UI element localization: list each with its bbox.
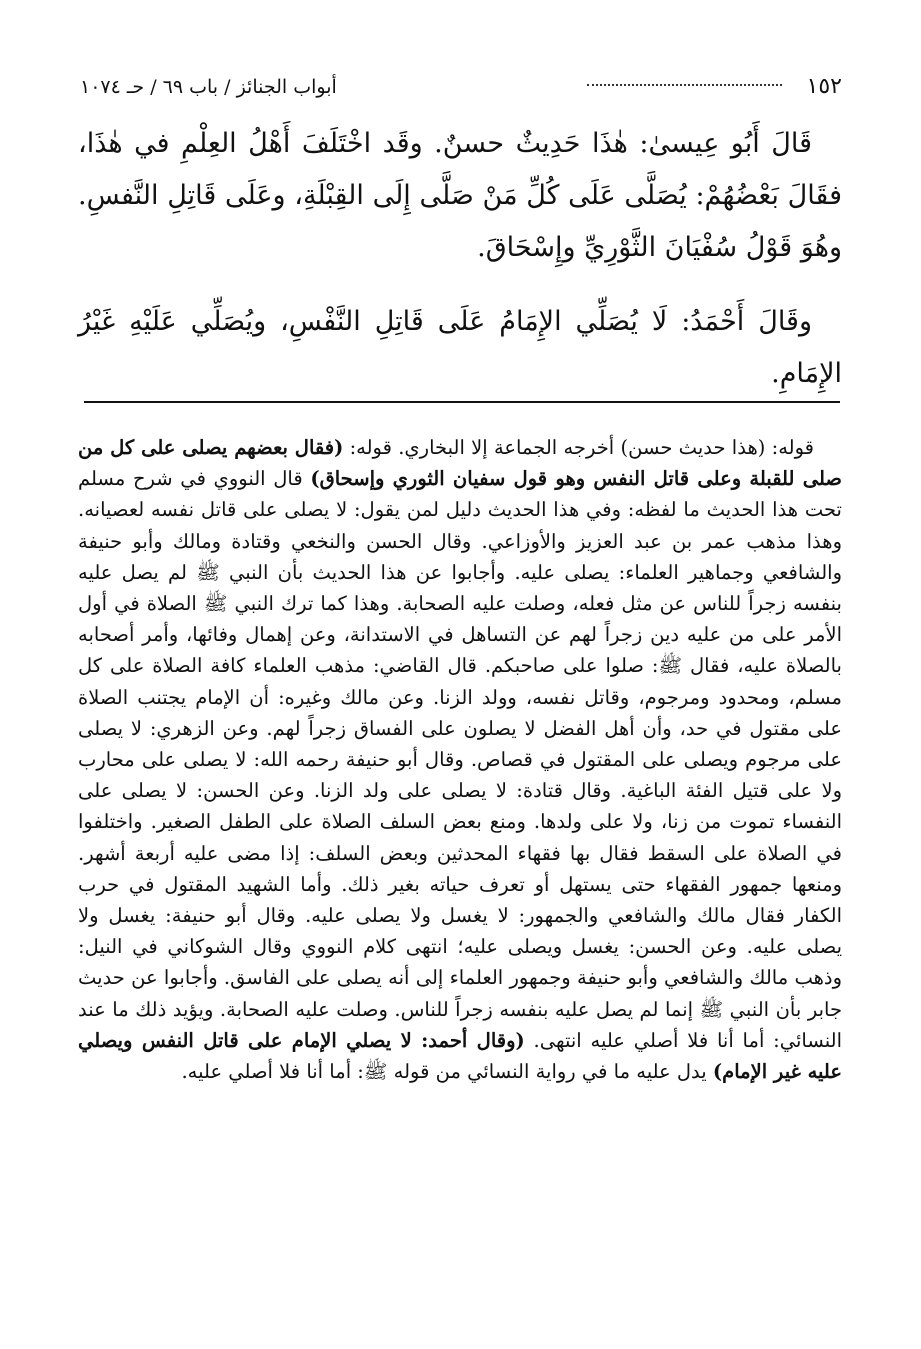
commentary-text-2: قال النووي في شرح مسلم تحت هذا الحديث ما لفظه: وفي هذا الحديث دليل لمن يقول: لا يصلى على قاتل نفسه لعصيانه. وهذا مذهب عمر بن عبد العزيز والأوزاعي. وقال الحسن والنخعي وقتادة ومالك وأبو حنيفة والشافعي وجماهير العلماء: يصلى عليه. وأجابوا عن هذا الحديث بأن النبي ﷺ لم يصل عليه بنفسه زجراً للناس عن مثل فعله، وصلت عليه الصحابة. وهذا كما ترك النبي ﷺ الصلاة في أول الأمر على من عليه دين زجراً لهم عن التساهل في الاستدانة، وعن إهمال وفائها، وأمر أصحابه بالصلاة عليه، فقال ﷺ: صلوا على صاحبكم. قال القاضي: مذهب العلماء كافة الصلاة على كل مسلم، ومحدود ومرجوم، وقاتل نفسه، وولد الزنا. وعن مالك وغيره: أن الإمام يجتنب الصلاة على مقتول في حد، وأن أهل الفضل لا يصلون على الفساق زجراً لهم. وعن الزهري: لا يصلى على مرجوم ويصلى على المقتول في قصاص. وقال أبو حنيفة رحمه الله: لا يصلى على محارب ولا على قتيل الفئة الباغية. وقال قتادة: لا يصلى على ولد الزنا. وعن الحسن: لا يصلى على النفساء تموت من زنا، ولا على ولدها. ومنع بعض السلف الصلاة على الطفل الصغير. واختلفوا في الصلاة على السقط فقال بها فقهاء المحدثين وبعض السلف: إذا مضى عليه أربعة أشهر. ومنعها جمهور الفقهاء حتى يستهل أو تعرف حياته بغير ذلك. وأما الشهيد المقتول في حرب الكفار فقال مالك والشافعي والجمهور: لا يغسل ولا يصلى عليه. وقال أبو حنيفة: يغسل ولا يصلى عليه. وعن الحسن: يغسل ويصلى عليه؛ انتهى كلام النووي وقال الشوكاني في النيل: وذهب مالك والشافعي وأبو حنيفة وجمهور العلماء إلى أنه يصلى على الفاسق. وأجابوا عن حديث جابر بأن النبي ﷺ إنما لم يصل عليه بنفسه زجراً للناس. وصلت عليه الصحابة. ويؤيد ذلك ما عند النسائي: أما أنا فلا أصلي عليه انتهى. bbox=[78, 467, 842, 1052]
running-header bbox=[80, 72, 842, 106]
page-number: ١٥٢ bbox=[806, 74, 842, 99]
hadith-text bbox=[78, 118, 842, 400]
commentary-quote-2: (وقال أحمد: لا يصلي الإمام على قاتل النفس ويصلي عليه غير الإمام) bbox=[78, 1028, 842, 1084]
hadith-paragraph-1: قَالَ أَبُو عِيسىٰ: هٰذَا حَدِيثٌ حسنٌ. وقَد اخْتَلَفَ أَهْلُ العِلْمِ في هٰذَا، فقَالَ بَعْضُهُمْ: يُصَلَّى عَلَى كُلِّ مَنْ صَلَّى إِلَى القِبْلَةِ، وعَلَى قَاتِلِ النَّفسِ. وهُوَ قَوْلُ سُفْيَانَ الثَّوْرِيِّ وإِسْحَاقَ. bbox=[78, 128, 842, 263]
hadith-paragraph-2: وقَالَ أَحْمَدُ: لَا يُصَلِّي الإِمَامُ عَلَى قَاتِلِ النَّفْسِ، ويُصَلِّي عَلَيْهِ غَيْرُ الإِمَامِ. bbox=[78, 306, 842, 389]
commentary-paragraph bbox=[78, 432, 842, 1087]
header-dotted-leader bbox=[587, 84, 782, 86]
commentary-text-1: قوله: (هذا حديث حسن) أخرجه الجماعة إلا البخاري. قوله: bbox=[343, 436, 814, 459]
footnote-divider bbox=[84, 401, 840, 403]
commentary-text-3: يدل عليه ما في رواية النسائي من قوله ﷺ: أما أنا فلا أصلي عليه. bbox=[181, 1060, 713, 1084]
running-title: أبواب الجنائز / باب ٦٩ / حـ ١٠٧٤ bbox=[80, 76, 337, 98]
commentary bbox=[78, 432, 842, 1087]
commentary-quote-1: (فقال بعضهم يصلى على كل من صلى للقبلة وعلى قاتل النفس وهو قول سفيان الثوري وإسحاق) bbox=[78, 436, 842, 491]
